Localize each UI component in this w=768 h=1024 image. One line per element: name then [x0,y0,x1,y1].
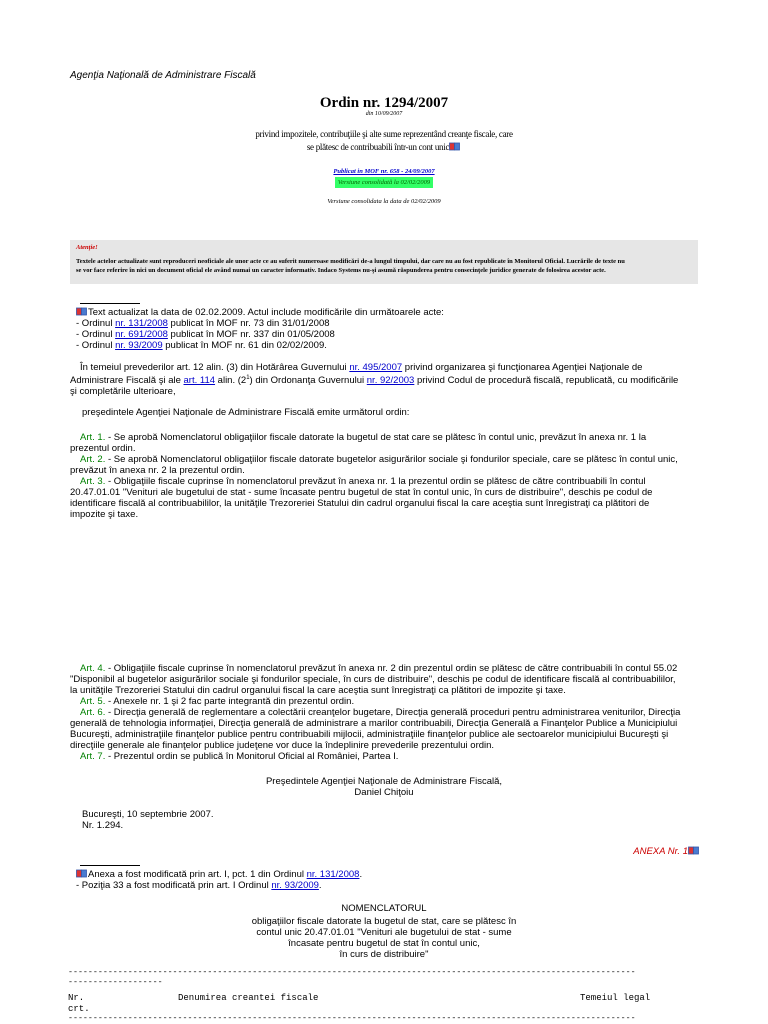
divider [80,865,140,866]
article-label: Art. 6. [80,707,106,718]
nomenclator-title: NOMENCLATORUL [341,903,427,914]
article-2-cont: prevăzut în anexa nr. 2 la prezentul ordin. [70,465,245,476]
document-title: Ordin nr. 1294/2007 [319,95,449,111]
agency-name: Agenţia Naţională de Administrare Fiscală [70,70,256,81]
table-rule: ------------------- [68,978,163,987]
consolidated-badge: Versiune consolidată la 02/02/2009 [335,177,433,188]
article-4-cont: la unităţile Trezoreriei Statului din cadrul organului fiscal la care aceştia sunt înregistraţi ca plătitori de impozite şi taxe. [70,685,566,696]
nomenclator-line: în curs de distribuire" [339,949,429,960]
preamble-line-1: În temeiul prevederilor art. 12 alin. (3) din Hotărârea Guvernului nr. 495/2007 privind organizarea şi funcţionarea Agenţiei Naţionale de [80,362,643,373]
update-item: - Ordinul nr. 131/2008 publicat în MOF nr. 73 din 31/01/2008 [76,318,330,329]
signature-block [0,776,768,798]
preamble-line-2: Administrare Fiscală şi ale art. 114 alin. $(2^1)$ din Ordonanţa Guvernului nr. 92/2003 privind Codul de procedură fiscală, republicată, cu modificările [70,375,679,387]
notice-text [76,257,692,275]
article-2: Art. 2. - Se aprobă Nomenclatorul obligaţiilor fiscale datorate bugetelor asigurărilor sociale şi fondurilor speciale, care se plătesc în contul unic, [80,454,678,465]
issuer-line: preşedintele Agenţiei Naţionale de Administrare Fiscală emite următorul ordin: [82,407,410,418]
subject-line-1: privind impozitele, contribuţiile şi alte sume reprezentând creanţe fiscale, care [255,129,513,139]
article-3: Art. 3. - Obligaţiile fiscale cuprinse în nomenclatorul prevăzut în anexa nr. 1 la prezentul ordin se plătesc de către contribuabili în contul [80,476,646,487]
signature-role: Preşedintele Agenţiei Naţionale de Administrare Fiscală, [265,776,503,787]
article-label: Art. 2. [80,454,106,465]
col-header-crt: crt. [68,1004,90,1014]
article-6: Art. 6. - Direcţia generală de reglementare a colectării creanţelor bugetare, Direcţia generală proceduri pentru administrarea veniturilor, Direcţia [80,707,681,718]
subject-line-2-text: se plătesc de contribuabili într-un cont unic [306,142,450,152]
updates-intro-text: Text actualizat la data de 02.02.2009. Actul include modificările din următoarele acte: [88,307,444,318]
article-label: Art. 3. [80,476,106,487]
table-rule: ------------------------------------------------------------------------------------------------------------------ [68,1014,636,1023]
annex-note-link[interactable]: nr. 93/2009 [271,880,319,891]
article-4: Art. 4. - Obligaţiile fiscale cuprinse în nomenclatorul prevăzut în anexa nr. 2 din prezentul ordin se plătesc de către contribuabili în contul 55.02 [80,663,678,674]
document-subject [0,128,768,154]
book-icon[interactable] [76,307,87,316]
notice-line-1: Textele actelor actualizate sunt reproduceri neoficiale ale unor acte ce au suferit numeroase modificări de-a lungul timpului, dar care nu au fost republicate în Monitorul Oficial. Lucrările de texte nu [76,258,625,265]
article-4-cont: "Disponibil al bugetelor asigurărilor sociale şi fondurilor speciale, în curs de distribuire", deschis pe codul de identificare fiscală al contribuabililor, [70,674,676,685]
publication-info [0,166,768,188]
og-link[interactable]: nr. 92/2003 [366,375,415,387]
book-icon[interactable] [449,142,460,151]
col-header-legal: Temeiul legal [580,993,651,1003]
consolidated-line: Versiune consolidata la data de 02/02/2009 [327,198,441,205]
articles-4-7 [70,663,710,762]
annex-note-1: Anexa a fost modificată prin art. I, pct. 1 din Ordinul nr. 131/2008. [76,869,716,880]
update-link[interactable]: nr. 93/2009 [115,340,163,351]
update-link[interactable]: nr. 131/2008 [115,318,168,329]
nomenclator-line: contul unic 20.47.01.01 "Venituri ale bugetului de stat - sume [256,927,512,938]
signature-name: Daniel Chiţoiu [354,787,414,798]
article-label: Art. 5. [80,696,106,707]
updates-intro [76,307,716,318]
order-number: Nr. 1.294. [82,820,124,831]
annex-notes [76,869,716,891]
annex-label: ANEXA Nr. 1 [633,846,700,857]
nomenclator-heading [0,903,768,960]
article-5: Art. 5. - Anexele nr. 1 şi 2 fac parte integrantă din prezentul ordin. [80,696,355,707]
table-rule: ------------------------------------------------------------------------------------------------------------------ [68,968,636,977]
col-header-name: Denumirea creantei fiscale [178,993,319,1003]
article-1: Art. 1. - Se aprobă Nomenclatorul obligaţiilor fiscale datorate la bugetul de stat care se plătesc în contul unic, prevăzut în anexa nr. 1 la [80,432,647,443]
notice-line-2: se vor face referire în nici un document oficial ele având numai un caracter informativ. Indaco Systems nu-şi asumă răspunderea pentru consecinţele juridice generate de folosirea acestor acte. [76,267,606,274]
articles-1-3 [70,432,710,520]
place-date-block [82,809,214,831]
divider [80,303,140,304]
annex-note-2: - Poziţia 33 a fost modificată prin art. I Ordinul nr. 93/2009. [76,880,322,891]
article-6-cont: Bucureşti, administraţiile finanţelor publice pentru contribuabili mijlocii, administraţiile finanţelor publice ale sectoarelor municipiului Bucureşti şi [70,729,669,740]
article-1-cont: prezentul ordin. [70,443,136,454]
nomenclator-line: încasate pentru bugetul de stat în contul unic, [288,938,480,949]
preamble-line-3: şi completările ulterioare, [70,386,176,398]
annex-note-link[interactable]: nr. 131/2008 [306,869,360,880]
hg-link[interactable]: nr. 495/2007 [349,362,403,373]
article-6-cont: direcţiile generale ale finanţelor publice judeţene vor duce la îndeplinire prevederile prezentului ordin. [70,740,495,751]
publication-link[interactable]: Publicat in MOF nr. 658 - 24/09/2007 [333,168,435,175]
updates-block [76,307,716,351]
art-link[interactable]: art. 114 [183,375,216,387]
update-item: - Ordinul nr. 691/2008 publicat în MOF nr. 337 din 01/05/2008 [76,329,335,340]
article-label: Art. 1. [80,432,106,443]
article-label: Art. 7. [80,751,106,762]
article-label: Art. 4. [80,663,106,674]
article-6-cont: generală de tehnologia informaţiei, Direcţia generală de administrare a marilor contribuabili, Direcţia Generală a Finanţelor Publice a Municipiului [70,718,678,729]
notice-box [70,240,698,284]
article-3-cont: impozite şi taxe. [70,509,139,520]
preamble [70,362,710,397]
book-icon[interactable] [76,869,87,878]
nomenclator-line: obligaţiilor fiscale datorate la bugetul de stat, care se plătesc în [251,916,517,927]
place-date: Bucureşti, 10 septembrie 2007. [82,809,214,820]
article-7: Art. 7. - Prezentul ordin se publică în Monitorul Oficial al României, Partea I. [80,751,399,762]
article-3-cont: identificare fiscală al contribuabililor, la unităţile Trezoreriei Statului din cadrul organului fiscal la care aceştia sunt înregistraţi ca plătitori de [70,498,650,509]
book-icon[interactable] [688,846,699,855]
subject-line-2 [0,141,768,154]
update-item: - Ordinul nr. 93/2009 publicat în MOF nr. 61 din 02/02/2009. [76,340,327,351]
col-header-nr: Nr. [68,993,85,1003]
update-link[interactable]: nr. 691/2008 [115,329,168,340]
article-3-cont: 20.47.01.01 "Venituri ale bugetului de stat - sume încasate pentru bugetul de stat în contul unic, în curs de distribuire", deschis pe codul de [70,487,653,498]
document-date: din 10/09/2007 [365,111,403,117]
notice-heading: Atenţie! [76,244,98,251]
